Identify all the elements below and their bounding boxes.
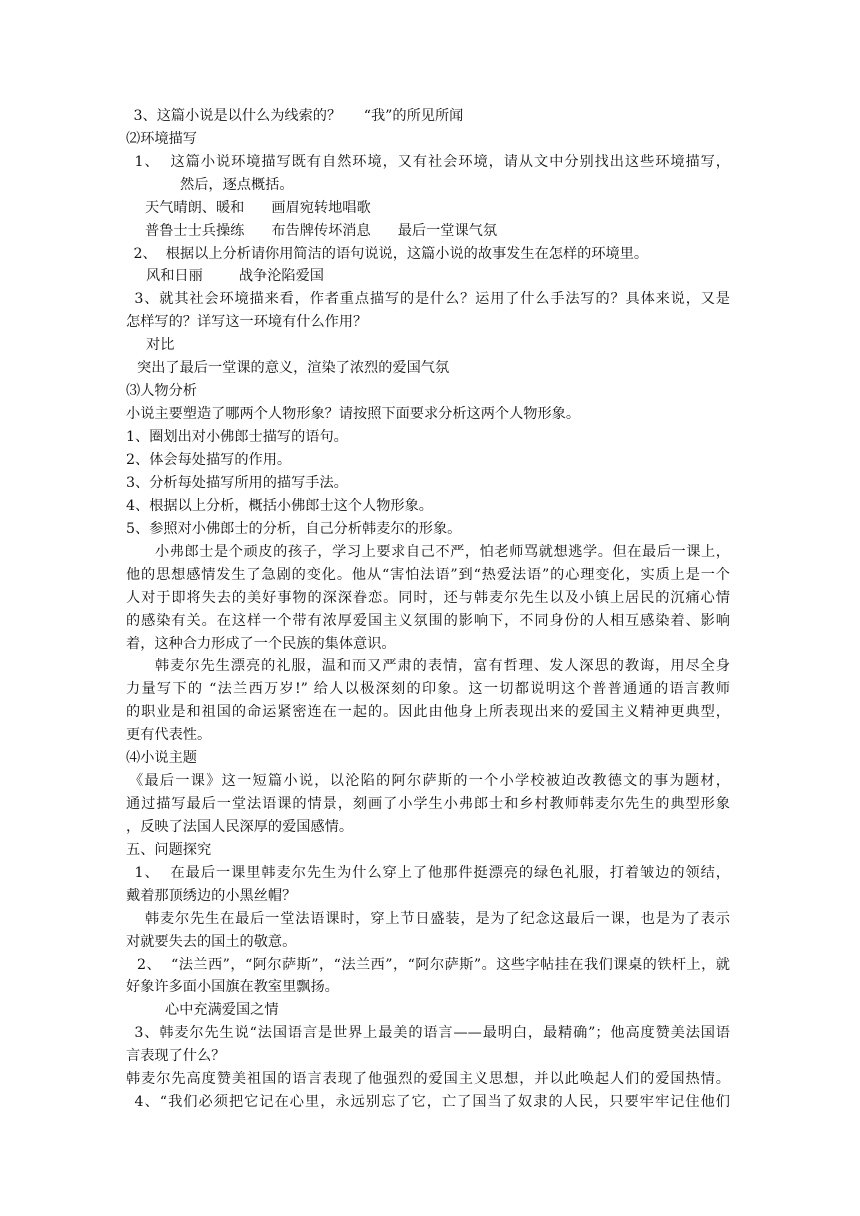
theme-line-3: ，反映了法国人民深厚的爱国感情。 [126, 819, 354, 835]
env-answer-3b: 突出了最后一堂课的意义，渲染了浓烈的爱国气氛 [137, 360, 450, 376]
hamel-analysis-line-3: 的职业是和祖国的命运紧密连在一起的。因此由他身上所表现出来的爱国主义精神更典型， [126, 704, 730, 720]
franz-analysis-line-1: 小弗郎士是个顽皮的孩子，学习上要求自己不严，怕老师骂就想逃学。但在最后一课上， [155, 544, 730, 560]
theme-line-2: 通过描写最后一堂法语课的情景，刻画了小学生小弗郎士和乡村教师韩麦尔先生的典型形象 [126, 796, 730, 812]
inquiry-question-3-cont: 言表现了什么？ [126, 1048, 226, 1064]
env-answer-natural: 天气晴朗、暖和 画眉宛转地唱歌 [145, 200, 371, 216]
character-task-1: 1、圈划出对小佛郎士描写的语句。 [126, 429, 348, 445]
inquiry-question-2: 2、 “法兰西”，“阿尔萨斯”，“法兰西”，“阿尔萨斯”。这些字帖挂在我们课桌的铁杆上，就 [137, 957, 730, 973]
section-theme-heading: ⑷小说主题 [126, 750, 197, 766]
env-question-1: 1、 这篇小说环境描写既有自然环境，又有社会环境，请从文中分别找出这些环境描写， [129, 154, 730, 170]
franz-analysis-line-4: 的感染有关。在这样一个带有浓厚爱国主义氛围的影响下，不同身份的人相互感染着、影响 [126, 613, 730, 629]
inquiry-question-3: 3、韩麦尔先生说“法国语言是世界上最美的语言——最明白，最精确”；他高度赞美法国语 [129, 1025, 730, 1041]
character-task-3: 3、分析每处描写所用的描写手法。 [126, 475, 348, 491]
env-question-1-cont: 然后，逐点概括。 [180, 177, 294, 193]
inquiry-question-2-cont: 好象许多面小国旗在教室里飘扬。 [126, 979, 339, 995]
env-answer-social: 普鲁士士兵操练 布告牌传坏消息 最后一堂课气氛 [145, 223, 498, 239]
character-task-2: 2、体会每处描写的作用。 [126, 452, 292, 468]
env-question-2: 2、 根据以上分析请你用简洁的语句说说，这篇小说的故事发生在怎样的环境里。 [129, 246, 649, 262]
inquiry-answer-3: 韩麦尔先高度赞美祖国的语言表现了他强烈的爱国主义思想，并以此唤起人们的爱国热情。 [126, 1071, 730, 1087]
franz-analysis-line-3: 人对于即将失去的美好事物的深深眷恋。同时，还与韩麦尔先生以及小镇上居民的沉痛心情 [126, 590, 730, 606]
question-3-clue: 3、这篇小说是以什么为线索的？ “我”的所见所闻 [129, 108, 464, 124]
env-answer-3a: 对比 [146, 337, 175, 353]
inquiry-answer-1-cont: 对就要失去的国土的敬意。 [126, 934, 297, 950]
inquiry-question-1-cont: 戴着那顶绣边的小黑丝帽？ [126, 888, 297, 904]
env-answer-2: 风和日丽 战争沦陷爱国 [146, 268, 324, 284]
env-question-3-cont: 怎样写的？详写这一环境有什么作用？ [126, 314, 368, 330]
hamel-analysis-line-4: 更有代表性。 [126, 727, 212, 743]
hamel-analysis-line-2: 力量写下的 “法兰西万岁!” 给人以极深刻的印象。这一切都说明这个普普通通的语言教师 [126, 681, 730, 697]
section-character-heading: ⑶人物分析 [126, 383, 197, 399]
section-inquiry-heading: 五、问题探究 [126, 842, 212, 858]
inquiry-question-1: 1、 在最后一课里韩麦尔先生为什么穿上了他那件挺漂亮的绿色礼服，打着皱边的领结， [129, 865, 730, 881]
character-intro: 小说主要塑造了哪两个人物形象？请按照下面要求分析这两个人物形象。 [126, 406, 581, 422]
theme-line-1: 《最后一课》这一短篇小说，以沦陷的阿尔萨斯的一个小学校被迫改教德文的事为题材， [129, 773, 730, 789]
character-task-4: 4、根据以上分析，概括小佛郎士这个人物形象。 [126, 498, 433, 514]
franz-analysis-line-2: 他的思想感情发生了急剧的变化。他从“害怕法语”到“热爱法语”的心理变化，实质上是一个 [126, 567, 730, 583]
inquiry-answer-2: 心中充满爱国之情 [165, 1002, 279, 1018]
franz-analysis-line-5: 着，这种合力形成了一个民族的集体意识。 [126, 636, 396, 652]
hamel-analysis-line-1: 韩麦尔先生漂亮的礼服，温和而又严肃的表情，富有哲理、发人深思的教诲，用尽全身 [155, 658, 730, 674]
env-question-3: 3、就其社会环境描来看，作者重点描写的是什么？运用了什么手法写的？具体来说，又是 [129, 291, 730, 307]
inquiry-question-4: 4、“我们必须把它记在心里，永远别忘了它，亡了国当了奴隶的人民，只要牢牢记住他们 [129, 1094, 730, 1110]
section-environment-heading: ⑵环境描写 [126, 131, 197, 147]
inquiry-answer-1: 韩麦尔先生在最后一堂法语课时，穿上节日盛装，是为了纪念这最后一课，也是为了表示 [145, 911, 730, 927]
character-task-5: 5、参照对小佛郎士的分析，自己分析韩麦尔的形象。 [126, 521, 462, 537]
